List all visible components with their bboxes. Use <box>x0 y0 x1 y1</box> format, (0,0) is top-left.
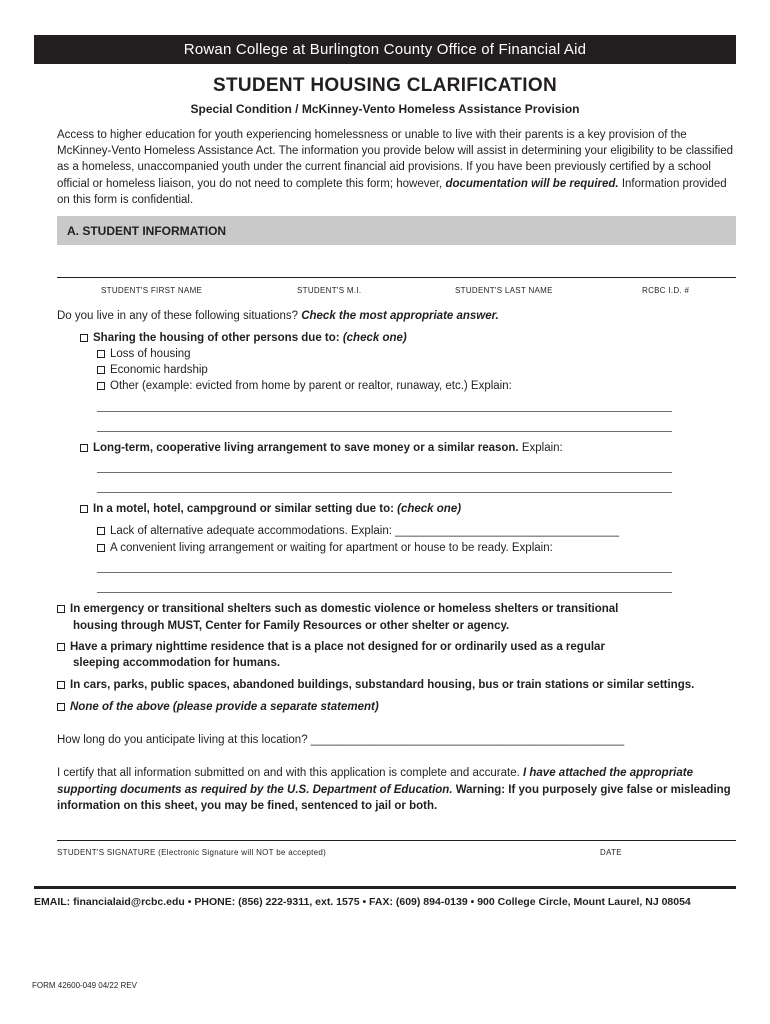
motel-checkbox[interactable] <box>80 505 88 513</box>
form-subtitle: Special Condition / McKinney-Vento Homeless Assistance Provision <box>190 102 580 116</box>
option-cars[interactable] <box>57 679 694 691</box>
other-explain-line-1[interactable] <box>97 411 672 412</box>
rcbc-id-caption: RCBC I.D. # <box>642 286 690 295</box>
contact-info: EMAIL: financialaid@rcbc.edu • PHONE: (856) 222-9311, ext. 1575 • FAX: (609) 894-0139 • 900 College Circle, Mount Laurel, NJ 08054 <box>34 896 691 908</box>
emergency-checkbox[interactable] <box>57 605 65 613</box>
office-banner <box>34 35 736 64</box>
long-term-checkbox[interactable] <box>80 444 88 452</box>
form-number: FORM 42600-049 04/22 REV <box>32 981 137 990</box>
loss-label: Loss of housing <box>110 348 191 360</box>
option-motel[interactable] <box>80 503 461 515</box>
cars-checkbox[interactable] <box>57 681 65 689</box>
first-name-caption: STUDENT'S FIRST NAME <box>101 286 203 295</box>
signature-line[interactable] <box>57 840 736 841</box>
option-nighttime[interactable] <box>57 641 605 653</box>
emergency-label-1: In emergency or transitional shelters such as domestic violence or homeless shelters or transitional <box>70 603 619 615</box>
duration-blank[interactable]: _________________________________________________ <box>310 734 625 746</box>
motel-explain-line-2[interactable] <box>97 592 672 593</box>
option-long-term[interactable] <box>80 442 563 454</box>
nighttime-label-1: Have a primary nighttime residence that is a place not designed for or ordinarily used as a regular <box>70 641 605 653</box>
situation-question <box>57 310 499 322</box>
sharing-checkbox[interactable] <box>80 334 88 342</box>
intro-text: Access to higher education for youth experiencing homelessness or unable to live with their parents is a key provision of the McKinney-Vento Homeless Assistance Act. The information you provide below will assist in determining your eligibility to be classified as a homeless, unaccompanied youth under the current financial aid provisions. If you have been previously certified by a school official or homeless liaison, you do not need to complete this form; however, <box>57 129 734 190</box>
duration-label: How long do you anticipate living at this location? <box>57 734 311 746</box>
motel-label: In a motel, hotel, campground or similar setting due to: <box>93 503 398 515</box>
option-emergency[interactable] <box>57 603 618 615</box>
duration-question[interactable] <box>57 734 624 746</box>
signature-caption: STUDENT'S SIGNATURE (Electronic Signature will NOT be accepted) <box>57 848 327 857</box>
intro-paragraph <box>57 127 737 208</box>
option-lack-accommodations[interactable] <box>97 525 619 537</box>
form-title: STUDENT HOUSING CLARIFICATION <box>212 75 557 96</box>
section-a-header <box>57 216 736 245</box>
student-info-line[interactable] <box>57 277 736 278</box>
certify-warning: Warning: If you purposely give false or misleading information on this sheet, you may be fined, sentenced to jail or both. <box>57 783 731 812</box>
other-checkbox[interactable] <box>97 382 105 390</box>
none-checkbox[interactable] <box>57 703 65 711</box>
nighttime-label-2: sleeping accommodation for humans. <box>73 657 281 669</box>
sharing-check-one: (check one) <box>342 332 407 344</box>
question-prompt: Do you live in any of these following situations? <box>57 310 302 322</box>
lack-label: Lack of alternative adequate accommodations. Explain: ___________________________________ <box>110 525 619 537</box>
option-other[interactable] <box>97 380 512 392</box>
section-a-title: A. STUDENT INFORMATION <box>67 223 227 238</box>
certification-paragraph <box>57 765 737 815</box>
long-term-line-2[interactable] <box>97 492 672 493</box>
nighttime-checkbox[interactable] <box>57 643 65 651</box>
option-convenient-arrangement[interactable] <box>97 542 553 554</box>
intro-closing: Information provided on this form is confidential. <box>57 177 727 206</box>
convenient-checkbox[interactable] <box>97 544 105 552</box>
emergency-label-2: housing through MUST, Center for Family Resources or other shelter or agency. <box>73 620 510 632</box>
long-term-label: Long-term, cooperative living arrangement to save money or a similar reason. <box>93 442 519 454</box>
sharing-label: Sharing the housing of other persons due to: <box>93 332 343 344</box>
convenient-label: A convenient living arrangement or waiting for apartment or house to be ready. Explain: <box>110 542 553 554</box>
long-term-line-1[interactable] <box>97 472 672 473</box>
motel-check-one: (check one) <box>397 503 462 515</box>
certify-text: I certify that all information submitted on and with this application is complete and accurate. <box>57 767 523 779</box>
banner-text: Rowan College at Burlington County Office of Financial Aid <box>183 41 587 58</box>
option-loss-of-housing[interactable] <box>97 348 191 360</box>
date-caption: DATE <box>600 848 622 857</box>
certify-emphasis: I have attached the appropriate supporting documents as required by the U.S. Department of Education. <box>57 767 693 796</box>
other-explain-line-2[interactable] <box>97 431 672 432</box>
lack-checkbox[interactable] <box>97 527 105 535</box>
hardship-label: Economic hardship <box>110 364 208 376</box>
none-label: None of the above (please provide a separate statement) <box>70 701 379 713</box>
option-sharing[interactable] <box>80 332 407 344</box>
hardship-checkbox[interactable] <box>97 366 105 374</box>
cars-label: In cars, parks, public spaces, abandoned buildings, substandard housing, bus or train stations or similar settings. <box>70 679 695 691</box>
option-none[interactable] <box>57 701 379 713</box>
loss-checkbox[interactable] <box>97 350 105 358</box>
intro-emphasis: documentation will be required. <box>445 177 619 190</box>
long-term-explain: Explain: <box>518 442 563 454</box>
question-emphasis: Check the most appropriate answer. <box>301 310 499 322</box>
last-name-caption: STUDENT'S LAST NAME <box>455 286 553 295</box>
footer-divider <box>34 886 736 889</box>
option-economic-hardship[interactable] <box>97 364 208 376</box>
motel-explain-line-1[interactable] <box>97 572 672 573</box>
other-label: Other (example: evicted from home by parent or realtor, runaway, etc.) Explain: <box>110 380 512 392</box>
mi-caption: STUDENT'S M.I. <box>297 286 362 295</box>
